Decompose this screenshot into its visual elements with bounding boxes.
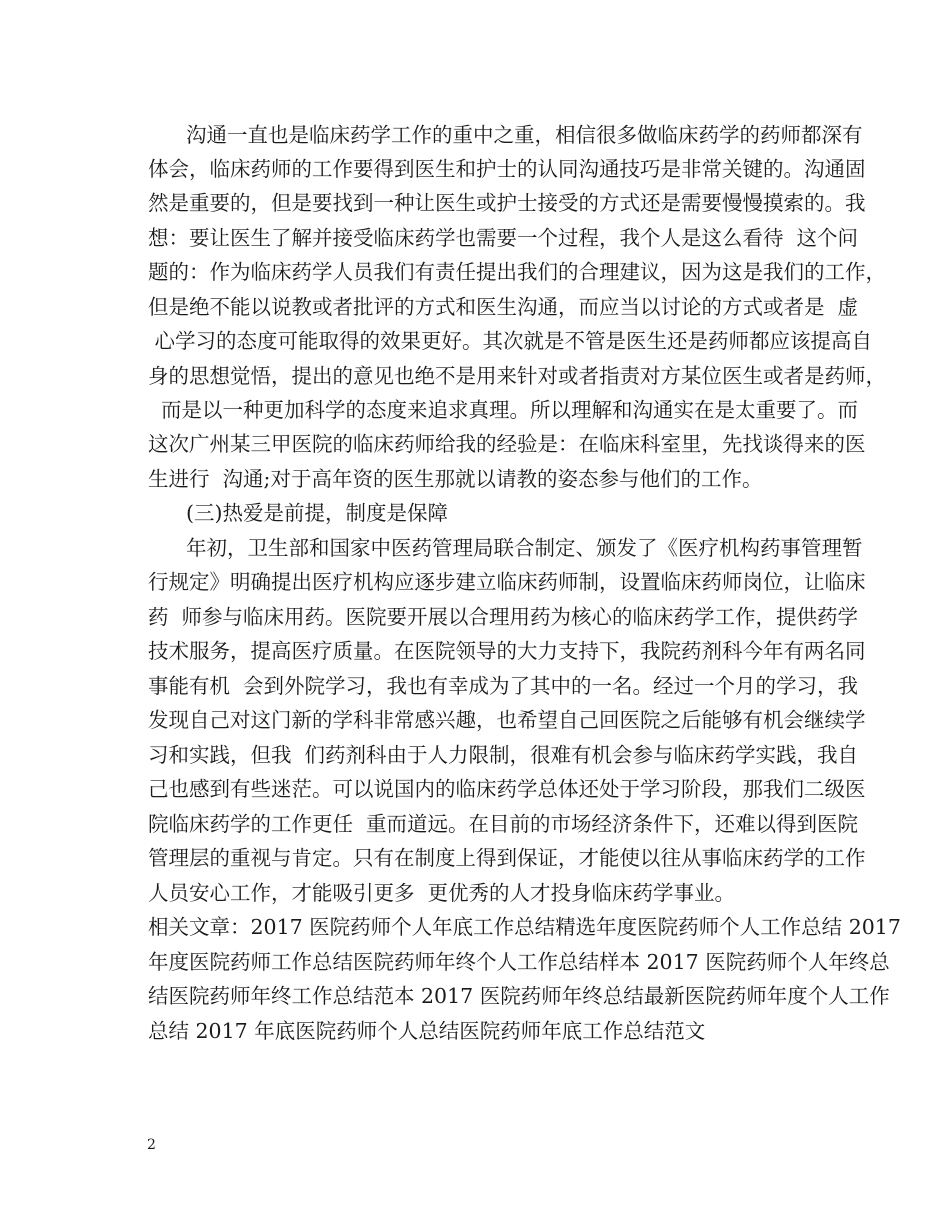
paragraph-2-line: 己也感到有些迷茫。可以说国内的临床药学总体还处于学习阶段，那我们二级医 xyxy=(148,777,866,801)
paragraph-1-line: 生进行 沟通;对于高年资的医生那就以请教的姿态参与他们的工作。 xyxy=(148,467,763,491)
paragraph-2-line: 院临床药学的工作更任 重而道远。在目前的市场经济条件下，还难以得到医院 xyxy=(148,812,859,836)
section-heading: (三)热爱是前提，制度是保障 xyxy=(186,501,448,525)
paragraph-2-line: 习和实践，但我 们药剂科由于人力限制，很难有机会参与临床药学实践，我自 xyxy=(148,743,859,767)
related-articles-line: 年度医院药师工作总结医院药师年终个人工作总结样本 2017 医院药师个人年终总 xyxy=(148,950,890,974)
related-articles-line: 总结 2017 年底医院药师个人总结医院药师年底工作总结范文 xyxy=(148,1019,706,1043)
paragraph-1-line: 这次广州某三甲医院的临床药师给我的经验是：在临床科室里，先找谈得来的医 xyxy=(148,432,866,456)
paragraph-1-line: 沟通一直也是临床药学工作的重中之重，相信很多做临床药学的药师都深有 xyxy=(186,123,863,147)
paragraph-2-line: 发现自己对这门新的学科非常感兴趣，也希望自己回医院之后能够有机会继续学 xyxy=(148,708,866,732)
paragraph-2-line: 药 师参与临床用药。医院要开展以合理用药为核心的临床药学工作，提供药学 xyxy=(148,605,859,629)
paragraph-2-line: 人员安心工作，才能吸引更多 更优秀的人才投身临床药学事业。 xyxy=(148,881,736,905)
paragraph-1-line: 然是重要的，但是要找到一种让医生或护士接受的方式还是需要慢慢摸索的。我 xyxy=(148,191,866,215)
paragraph-1-line: 题的：作为临床药学人员我们有责任提出我们的合理建议，因为这是我们的工作， xyxy=(148,260,886,284)
page-number: 2 xyxy=(147,1137,156,1153)
related-articles-line: 相关文章：2017 医院药师个人年底工作总结精选年度医院药师个人工作总结 2017 xyxy=(148,915,901,939)
paragraph-1-line: 身的思想觉悟，提出的意见也绝不是用来针对或者指责对方某位医生或者是药师， xyxy=(148,364,886,388)
paragraph-1-line: 想：要让医生了解并接受临床药学也需要一个过程，我个人是这么看待 这个问 xyxy=(148,226,859,250)
related-articles-line: 结医院药师年终工作总结范本 2017 医院药师年终总结最新医院药师年度个人工作 xyxy=(148,984,890,1008)
paragraph-2-line: 行规定》明确提出医疗机构应逐步建立临床药师制，设置临床药师岗位，让临床 xyxy=(148,570,866,594)
paragraph-2-line: 技术服务，提高医疗质量。在医院领导的大力支持下，我院药剂科今年有两名同 xyxy=(148,639,866,663)
paragraph-2-line: 管理层的重视与肯定。只有在制度上得到保证，才能使以往从事临床药学的工作 xyxy=(148,846,866,870)
paragraph-2-line: 年初，卫生部和国家中医药管理局联合制定、颁发了《医疗机构药事管理暂 xyxy=(186,536,863,560)
paragraph-1-line: 而是以一种更加科学的态度来追求真理。所以理解和沟通实在是太重要了。而 xyxy=(148,398,859,422)
paragraph-1-line: 体会，临床药师的工作要得到医生和护士的认同沟通技巧是非常关键的。沟通固 xyxy=(148,157,866,181)
paragraph-2-line: 事能有机 会到外院学习，我也有幸成为了其中的一名。经过一个月的学习，我 xyxy=(148,674,859,698)
paragraph-1-line: 但是绝不能以说教或者批评的方式和医生沟通，而应当以讨论的方式或者是 虚 xyxy=(148,295,859,319)
paragraph-1-line: 心学习的态度可能取得的效果更好。其次就是不管是医生还是药师都应该提高自 xyxy=(148,329,873,353)
